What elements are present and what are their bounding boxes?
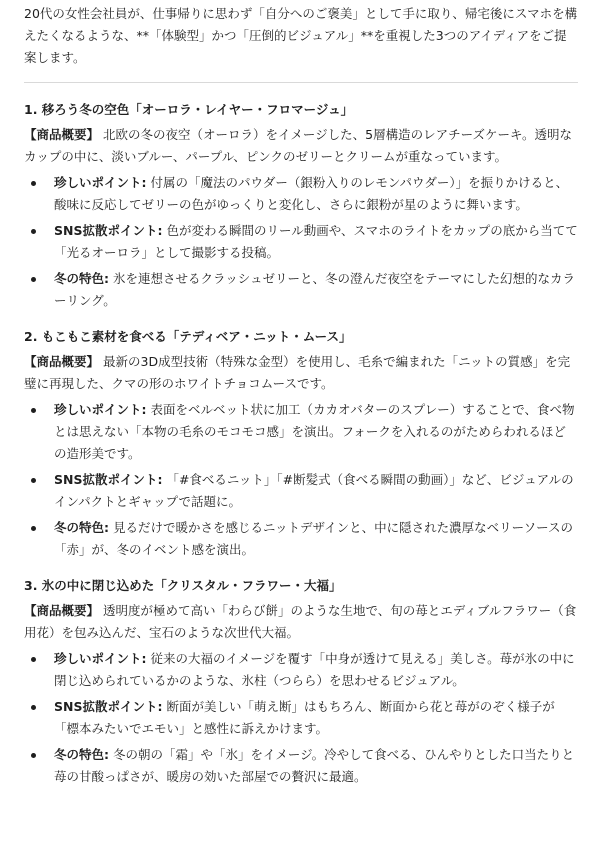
list-item xyxy=(24,744,578,788)
list-item xyxy=(24,399,578,465)
point-label: 珍しいポイント: xyxy=(54,402,147,417)
point-label: 冬の特色: xyxy=(54,747,109,762)
list-item xyxy=(24,220,578,264)
point-text: 冬の朝の「霜」や「氷」をイメージ。冷やして食べる、ひんやりとした口当たりと苺の甘酸っぱさが、暖房の効いた部屋での贅沢に最適。 xyxy=(54,747,575,784)
overview-text: 透明度が極めて高い「わらび餅」のような生地で、旬の苺とエディブルフラワー（食用花）を包み込んだ、宝石のような次世代大福。 xyxy=(24,603,577,640)
point-label: SNS拡散ポイント: xyxy=(54,472,163,487)
overview-label: 【商品概要】 xyxy=(24,127,100,142)
bullet-icon xyxy=(31,408,36,413)
point-text: 「#食べるニット」「#断髪式（食べる瞬間の動画）」など、ビジュアルのインパクトとギャップで話題に。 xyxy=(54,472,574,509)
idea-title: 1. 移ろう冬の空色「オーロラ・レイヤー・フロマージュ」 xyxy=(24,102,354,117)
list-item xyxy=(24,268,578,312)
overview-text: 北欧の冬の夜空（オーロラ）をイメージした、5層構造のレアチーズケーキ。透明なカップの中に、淡いブルー、パープル、ピンクのゼリーとクリームが重なっています。 xyxy=(24,127,572,164)
point-text: 色が変わる瞬間のリール動画や、スマホのライトをカップの底から当てて「光るオーロラ」として撮影する投稿。 xyxy=(54,223,578,260)
idea-overview xyxy=(24,600,578,644)
point-label: SNS拡散ポイント: xyxy=(54,699,163,714)
point-label: 冬の特色: xyxy=(54,271,109,286)
list-item xyxy=(24,648,578,692)
bullet-icon xyxy=(31,657,36,662)
idea-title: 2. もこもこ素材を食べる「テディベア・ニット・ムース」 xyxy=(24,329,352,344)
overview-label: 【商品概要】 xyxy=(24,354,100,369)
bullet-icon xyxy=(31,181,36,186)
idea-overview xyxy=(24,124,578,168)
list-item xyxy=(24,696,578,740)
point-text: 従来の大福のイメージを覆す「中身が透けて見える」美しさ。苺が氷の中に閉じ込められているかのような、氷柱（つらら）を思わせるビジュアル。 xyxy=(54,651,575,688)
point-text: 断面が美しい「萌え断」はもちろん、断面から花と苺がのぞく様子が「標本みたいでエモい」と感性に訴えかけます。 xyxy=(54,699,555,736)
idea-title: 3. 氷の中に閉じ込めた「クリスタル・フラワー・大福」 xyxy=(24,578,342,593)
list-item xyxy=(24,172,578,216)
idea-points xyxy=(24,648,578,788)
idea-section xyxy=(24,326,578,561)
divider xyxy=(24,82,578,83)
list-item xyxy=(24,517,578,561)
bullet-icon xyxy=(31,526,36,531)
point-label: 冬の特色: xyxy=(54,520,109,535)
point-text: 付属の「魔法のパウダー（銀粉入りのレモンパウダー）」を振りかけると、酸味に反応してゼリーの色がゆっくりと変化し、さらに銀粉が星のように舞います。 xyxy=(54,175,569,212)
point-text: 氷を連想させるクラッシュゼリーと、冬の澄んだ夜空をテーマにした幻想的なカラーリング。 xyxy=(54,271,575,308)
bullet-icon xyxy=(31,229,36,234)
overview-text: 最新の3D成型技術（特殊な金型）を使用し、毛糸で編まれた「ニットの質感」を完璧に再現した、クマの形のホワイトチョコムースです。 xyxy=(24,354,571,391)
bullet-icon xyxy=(31,753,36,758)
list-item xyxy=(24,469,578,513)
idea-overview xyxy=(24,351,578,395)
idea-section xyxy=(24,575,578,788)
point-label: 珍しいポイント: xyxy=(54,175,147,190)
bullet-icon xyxy=(31,478,36,483)
bullet-icon xyxy=(31,705,36,710)
idea-points xyxy=(24,172,578,312)
idea-list xyxy=(24,99,578,788)
bullet-icon xyxy=(31,277,36,282)
idea-section xyxy=(24,99,578,312)
point-label: SNS拡散ポイント: xyxy=(54,223,163,238)
point-text: 表面をベルベット状に加工（カカオバターのスプレー）することで、食べ物とは思えない「本物の毛糸のモコモコ感」を演出。フォークを入れるのがためらわれるほどの造形美です。 xyxy=(54,402,575,461)
point-text: 見るだけで暖かさを感じるニットデザインと、中に隠された濃厚なベリーソースの「赤」が、冬のイベント感を演出。 xyxy=(54,520,573,557)
idea-points xyxy=(24,399,578,561)
intro-paragraph: 20代の女性会社員が、仕事帰りに思わず「自分へのご褒美」として手に取り、帰宅後にスマホを構えたくなるような、**「体験型」かつ「圧倒的ビジュアル」**を重視した3つのアイディアをご提案します。 xyxy=(24,6,578,65)
point-label: 珍しいポイント: xyxy=(54,651,147,666)
overview-label: 【商品概要】 xyxy=(24,603,100,618)
